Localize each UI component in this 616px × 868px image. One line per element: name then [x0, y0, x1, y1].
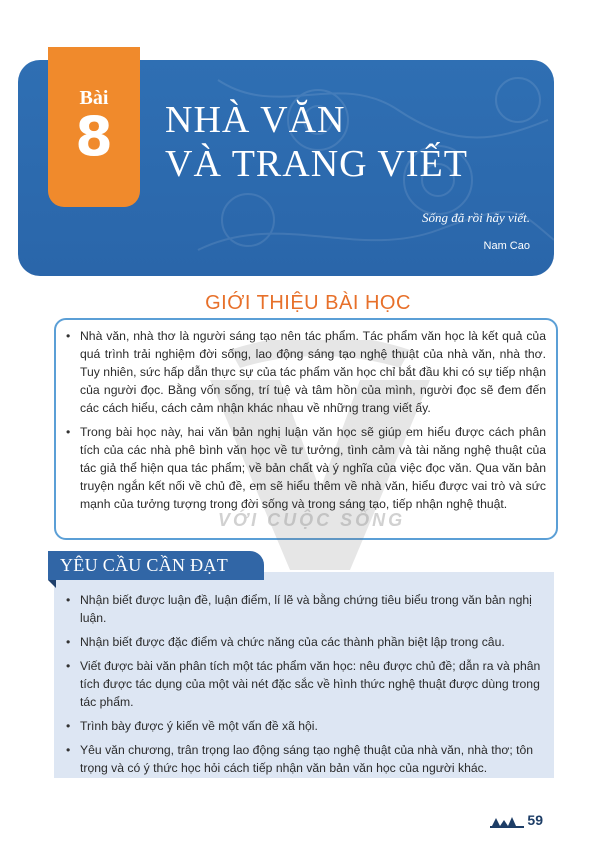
- requirement-item: • Yêu văn chương, trân trọng lao động sáng tạo nghệ thuật của nhà văn, nhà thơ; tôn trọng và có ý thức học hỏi cách tiếp nhận văn bản văn học của người khác.: [64, 741, 546, 777]
- lesson-title: [165, 98, 468, 186]
- lesson-number-tab: [48, 47, 140, 207]
- requirements-tab-fold: [48, 580, 56, 588]
- epigraph-author: Nam Cao: [483, 240, 530, 252]
- requirement-item: • Nhận biết được luận đề, luận điểm, lí lẽ và bằng chứng tiêu biểu trong văn bản nghị luận.: [64, 591, 546, 627]
- epigraph-quote: Sống đã rồi hãy viết.: [422, 210, 530, 225]
- intro-paragraph: • Trong bài học này, hai văn bản nghị luận văn học sẽ giúp em hiểu được cách phân tích của các nhà phê bình văn học về tư tưởng, tình cảm và tài năng nghệ thuật của tác giả thể hiện qua tác phẩm; về bản chất và ý nghĩa của việc đọc văn. Qua văn bản truyện ngắn kết nối về chủ đề, em sẽ hiểu thêm về nhà văn, hiểu được vai trò và sức mạnh của tưởng tượng trong đời sống và trong sáng tạo, tiếp nhận nghệ thuật.: [64, 423, 546, 513]
- page-ornament-icon: [490, 814, 524, 828]
- intro-list: [64, 327, 546, 519]
- lesson-title-line-2: VÀ TRANG VIẾT: [165, 143, 468, 185]
- requirement-item: • Nhận biết được đặc điểm và chức năng của các thành phần biệt lập trong câu.: [64, 633, 546, 651]
- requirements-heading: YÊU CẦU CẦN ĐẠT: [60, 555, 228, 575]
- watermark-text: VỚI CUỘC SỐNG: [218, 510, 406, 530]
- requirements-list: [64, 591, 546, 783]
- lesson-title-line-1: NHÀ VĂN: [165, 99, 346, 141]
- lesson-label: Bài: [79, 87, 109, 109]
- lesson-number: 8: [75, 105, 113, 168]
- requirement-item: • Trình bày được ý kiến về một vấn đề xã hội.: [64, 717, 546, 735]
- page-number: 59: [527, 812, 543, 828]
- intro-heading: GIỚI THIỆU BÀI HỌC: [205, 292, 411, 314]
- intro-paragraph: • Nhà văn, nhà thơ là người sáng tạo nên tác phẩm. Tác phẩm văn học là kết quả của quá trình trải nghiệm đời sống, lao động sáng tạo nghệ thuật của nhà văn, nhà thơ. Tuy nhiên, sức hấp dẫn thực sự của tác phẩm văn học chỉ bắt đầu khi có sự tiếp nhận của người đọc. Bằng vốn sống, trí tuệ và tâm hồn của mình, người đọc sẽ đem đến các cách hiểu, cách cảm nhận khác nhau về những trang viết ấy.: [64, 327, 546, 417]
- requirement-item: • Viết được bài văn phân tích một tác phẩm văn học: nêu được chủ đề; dẫn ra và phân tích được tác dụng của một vài nét đặc sắc về hình thức nghệ thuật được dùng trong tác phẩm.: [64, 657, 546, 711]
